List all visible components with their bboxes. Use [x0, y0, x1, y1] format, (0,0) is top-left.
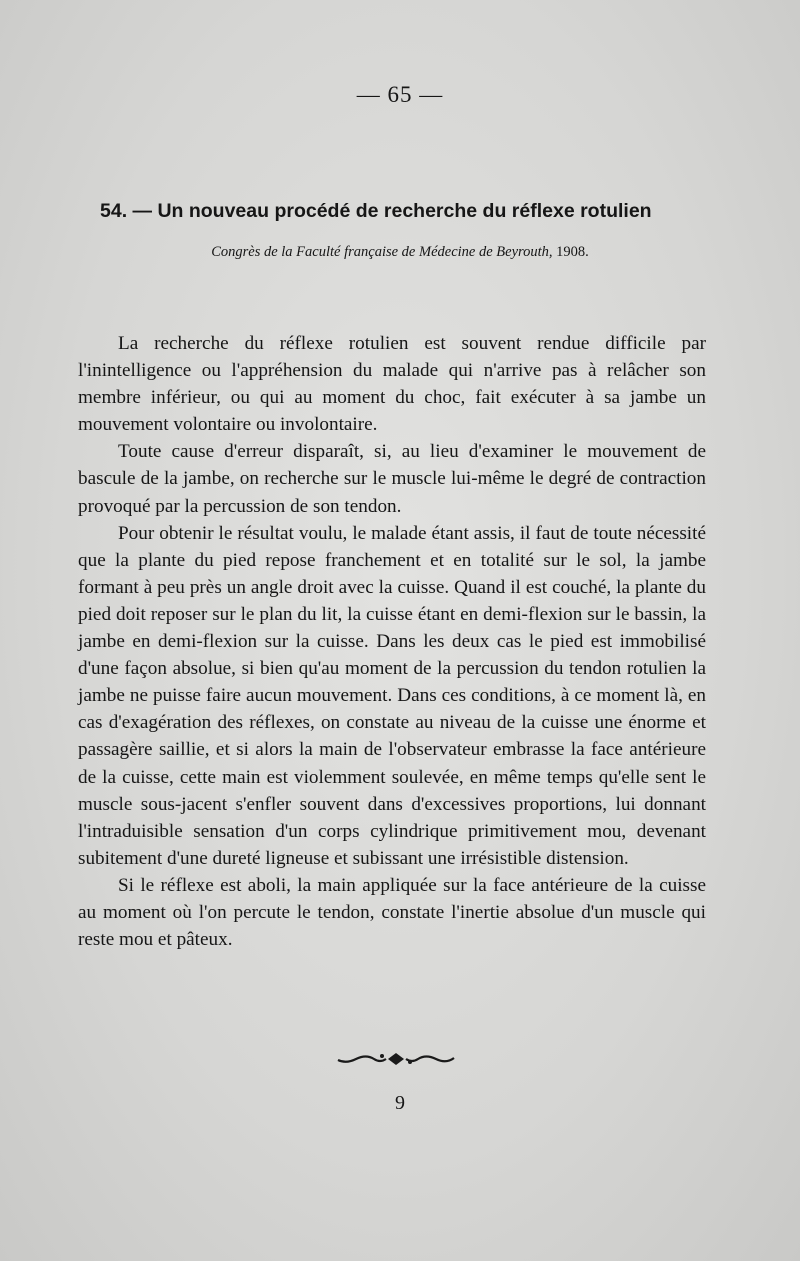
signature-mark: 9	[395, 1092, 405, 1114]
body-text	[78, 330, 706, 953]
page-number: — 65 —	[356, 82, 444, 107]
paragraph: Toute cause d'erreur disparaît, si, au lieu d'examiner le mouvement de bascule de la jambe, on recherche sur le muscle lui-même le degré de contraction provoqué par la percussion de son tendon.	[78, 441, 706, 517]
paragraph: Si le réflexe est aboli, la main appliquée sur la face antérieure de la cuisse au moment où l'on percute le tendon, constate l'inertie absolue d'un muscle qui reste mou et pâteux.	[78, 874, 706, 951]
source-year: 1908.	[556, 244, 589, 260]
section-heading: 54. — Un nouveau procédé de recherche du réflexe rotulien	[100, 200, 652, 222]
paragraph: La recherche du réflexe rotulien est souvent rendue difficile par l'inintelligence ou l'appréhension du malade qui n'arrive pas à relâcher son membre inférieur, ou qui au moment du choc, fait exécuter à sa jambe un mouvement volontaire ou involontaire.	[78, 333, 706, 436]
paragraph: Pour obtenir le résultat voulu, le malade étant assis, il faut de toute nécessité que la plante du pied repose franchement et en totalité sur le sol, la jambe formant à peu près un angle droit avec la cuisse. Quand il est couché, la plante du pied doit reposer sur le plan du lit, la cuisse étant en demi-flexion sur le bassin, la jambe en demi-flexion sur la cuisse. Dans les deux cas le pied est immobilisé d'une façon absolue, si bien qu'au moment de la percussion du tendon rotulien la jambe ne puisse faire aucun mouvement. Dans ces conditions, à ce moment là, en cas d'exagération des réflexes, on constate au niveau de la cuisse une énorme et passagère saillie, et si alors la main de l'observateur embrasse la face antérieure de la cuisse, cette main est violemment soulevée, en même temps qu'elle sent le muscle sous-jacent s'enfler souvent dans d'excessives proportions, lui donnant l'intraduisible sensation d'un corps cylindrique primitivement mou, devenant subitement d'une dureté ligneuse et subissant une irrésistible distension.	[78, 522, 706, 869]
source-citation	[100, 244, 700, 261]
source-text: Congrès de la Faculté française de Médecine de Beyrouth,	[211, 244, 553, 260]
typographic-flourish-icon	[336, 1050, 456, 1068]
